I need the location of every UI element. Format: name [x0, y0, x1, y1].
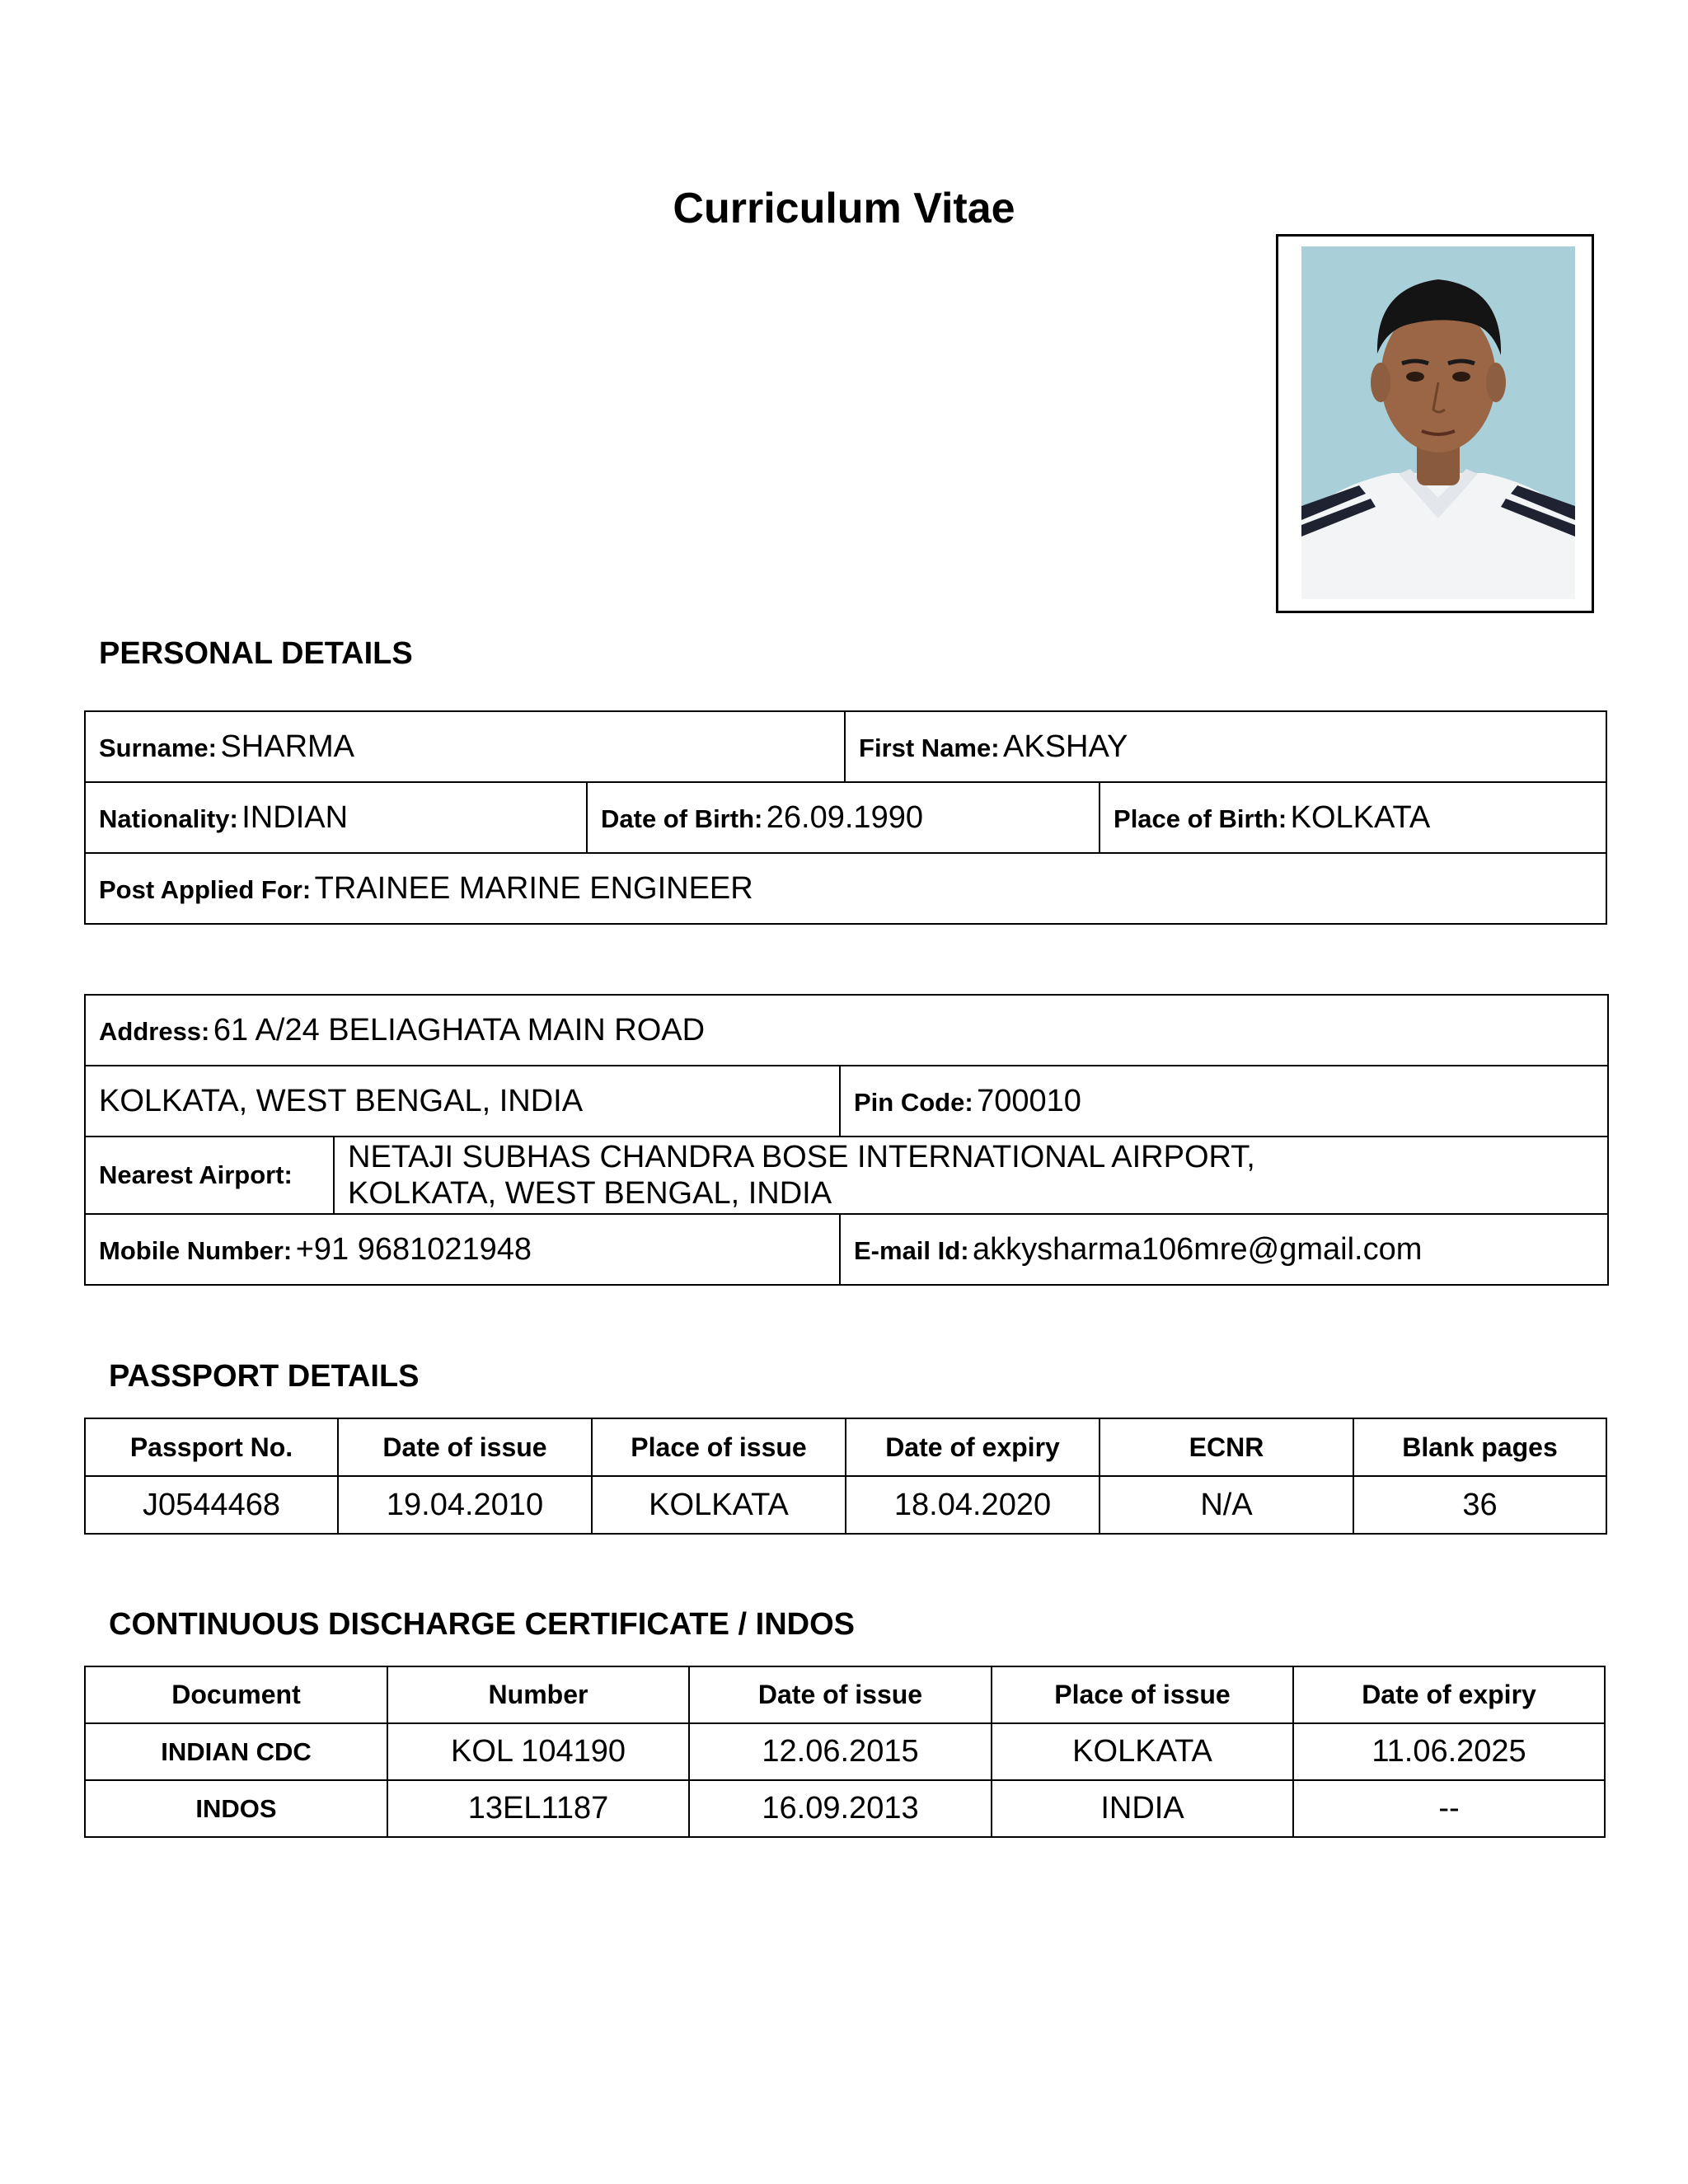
surname-cell	[85, 711, 845, 782]
passport-number: J0544468	[85, 1476, 338, 1534]
table-header-row	[85, 1418, 1606, 1476]
table-row	[85, 782, 1606, 853]
passport-ecnr: N/A	[1100, 1476, 1353, 1534]
column-header: Date of issue	[689, 1666, 992, 1723]
email-value: akkysharma106mre@gmail.com	[972, 1231, 1423, 1267]
pob-label: Place of Birth:	[1114, 804, 1287, 833]
cdc-indos-heading: CONTINUOUS DISCHARGE CERTIFICATE / INDOS	[109, 1607, 855, 1642]
email-cell	[840, 1214, 1608, 1285]
dob-label: Date of Birth:	[601, 804, 763, 833]
column-header: Place of issue	[592, 1418, 846, 1476]
nationality-value: INDIAN	[241, 799, 349, 835]
nearest-airport-label-cell	[85, 1137, 334, 1214]
personal-details-heading: PERSONAL DETAILS	[99, 636, 413, 671]
contact-details-table	[84, 994, 1609, 1286]
surname-value: SHARMA	[220, 729, 355, 764]
dob-cell	[587, 782, 1100, 853]
table-header-row	[85, 1666, 1605, 1723]
document-name: INDOS	[85, 1780, 387, 1837]
pin-code-cell	[840, 1066, 1608, 1137]
document-date-of-issue: 16.09.2013	[689, 1780, 992, 1837]
first-name-cell	[845, 711, 1606, 782]
column-header: Number	[387, 1666, 689, 1723]
profile-photo	[1301, 246, 1575, 599]
document-number: 13EL1187	[387, 1780, 689, 1837]
document-date-of-expiry: --	[1293, 1780, 1605, 1837]
passport-details-heading: PASSPORT DETAILS	[109, 1359, 420, 1394]
personal-details-table	[84, 710, 1607, 925]
nearest-airport-label: Nearest Airport:	[99, 1160, 293, 1189]
passport-blank-pages: 36	[1353, 1476, 1606, 1534]
document-place-of-issue: KOLKATA	[992, 1723, 1293, 1780]
nearest-airport-value-cell	[334, 1137, 1608, 1214]
nearest-airport-line1: NETAJI SUBHAS CHANDRA BOSE INTERNATIONAL AIRPORT,	[348, 1140, 1255, 1174]
post-applied-value: TRAINEE MARINE ENGINEER	[314, 870, 753, 906]
table-row	[85, 1066, 1608, 1137]
table-row	[85, 1780, 1605, 1837]
address-label: Address:	[99, 1016, 210, 1046]
nearest-airport-line2: KOLKATA, WEST BENGAL, INDIA	[348, 1176, 832, 1211]
table-row	[85, 711, 1606, 782]
column-header: Date of expiry	[846, 1418, 1100, 1476]
table-row	[85, 1723, 1605, 1780]
mobile-label: Mobile Number:	[99, 1235, 293, 1265]
table-row	[85, 1214, 1608, 1285]
address-line2-cell	[85, 1066, 840, 1137]
table-row	[85, 853, 1606, 924]
document-number: KOL 104190	[387, 1723, 689, 1780]
first-name-label: First Name:	[859, 733, 1000, 762]
column-header: ECNR	[1100, 1418, 1353, 1476]
first-name-value: AKSHAY	[1003, 729, 1128, 764]
pob-cell	[1100, 782, 1606, 853]
passport-table	[84, 1418, 1607, 1535]
column-header: Date of expiry	[1293, 1666, 1605, 1723]
passport-place-of-issue: KOLKATA	[592, 1476, 846, 1534]
post-applied-cell	[85, 853, 1606, 924]
document-place-of-issue: INDIA	[992, 1780, 1293, 1837]
surname-label: Surname:	[99, 733, 217, 762]
pob-value: KOLKATA	[1290, 799, 1431, 835]
column-header: Passport No.	[85, 1418, 338, 1476]
passport-date-of-issue: 19.04.2010	[338, 1476, 592, 1534]
document-title: Curriculum Vitae	[673, 185, 1015, 232]
cdc-indos-table	[84, 1666, 1606, 1838]
column-header: Place of issue	[992, 1666, 1293, 1723]
dob-value: 26.09.1990	[766, 799, 923, 835]
document-date-of-issue: 12.06.2015	[689, 1723, 992, 1780]
table-row	[85, 1476, 1606, 1534]
address-line1: 61 A/24 BELIAGHATA MAIN ROAD	[213, 1012, 706, 1047]
nationality-cell	[85, 782, 587, 853]
mobile-cell	[85, 1214, 840, 1285]
column-header: Date of issue	[338, 1418, 592, 1476]
column-header: Blank pages	[1353, 1418, 1606, 1476]
address-line2: KOLKATA, WEST BENGAL, INDIA	[99, 1083, 584, 1118]
document-name: INDIAN CDC	[85, 1723, 387, 1780]
mobile-value: +91 9681021948	[295, 1231, 532, 1267]
table-row	[85, 995, 1608, 1066]
passport-date-of-expiry: 18.04.2020	[846, 1476, 1100, 1534]
email-label: E-mail Id:	[854, 1235, 969, 1265]
document-date-of-expiry: 11.06.2025	[1293, 1723, 1605, 1780]
post-applied-label: Post Applied For:	[99, 874, 312, 904]
pin-code-value: 700010	[977, 1083, 1081, 1118]
pin-code-label: Pin Code:	[854, 1087, 973, 1117]
nationality-label: Nationality:	[99, 804, 238, 833]
table-row	[85, 1137, 1608, 1214]
photo-frame	[1276, 234, 1594, 613]
address-cell	[85, 995, 1608, 1066]
column-header: Document	[85, 1666, 387, 1723]
